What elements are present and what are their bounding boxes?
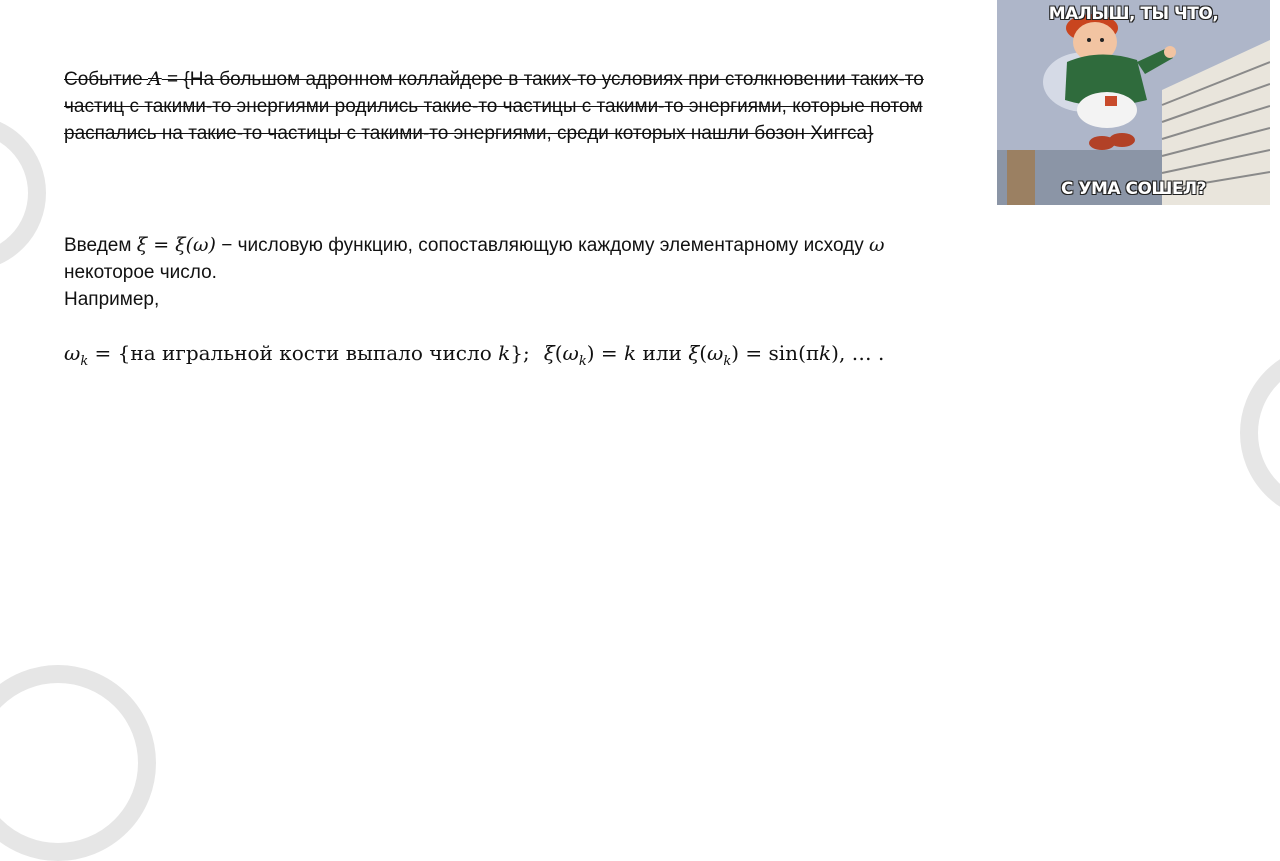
example-label: Например, xyxy=(64,289,160,310)
event-text: = {На большом адронном коллайдере в таких-то условиях при столкновении таких-то частиц с такими-то энергиями родились такие-то частицы с такими-то энергиями, которые потом распались на такие-то частицы с такими-то энергиями, среди которых нашли бозон Хиггса} xyxy=(64,69,924,144)
equals-1: ) = xyxy=(586,341,624,365)
meme-image xyxy=(997,0,1270,205)
paren-open-1: ( xyxy=(554,341,563,365)
omega-arg-2: ω xyxy=(707,341,724,365)
meme-illustration xyxy=(997,0,1270,205)
xi-symbol-1: ξ xyxy=(543,341,555,365)
dice-event-set: = {на игральной кости выпало число xyxy=(88,341,499,365)
sine-k: k xyxy=(819,341,832,365)
example-formula xyxy=(64,338,964,377)
omega-arg-1: ω xyxy=(562,341,579,365)
omega-subscript-3: k xyxy=(723,354,732,369)
decorative-ring-left xyxy=(0,115,46,271)
set-close: }; xyxy=(510,341,530,365)
omega-subscript-1: k xyxy=(80,354,89,369)
meme-caption-bottom: С УМА СОШЕЛ? xyxy=(1060,179,1207,199)
event-definition-struck xyxy=(64,66,964,147)
decorative-ring-right xyxy=(1240,345,1280,521)
omega-k-symbol: ω xyxy=(64,341,81,365)
meme-caption-top: МАЛЫШ, ТЫ ЧТО, xyxy=(1048,4,1219,24)
formula-ending: ), … . xyxy=(831,341,885,365)
intro-tail: некоторое число. xyxy=(64,262,217,283)
paren-open-2: ( xyxy=(699,341,708,365)
xi-symbol-2: ξ xyxy=(688,341,700,365)
omega-subscript-2: k xyxy=(578,354,587,369)
or-word: или xyxy=(636,341,689,365)
xi-definition: ξ = ξ(ω) xyxy=(136,234,216,256)
set-k: k xyxy=(498,341,511,365)
random-variable-intro xyxy=(64,232,964,313)
event-prefix: Событие xyxy=(64,69,148,90)
k-value: k xyxy=(624,341,637,365)
decorative-ring-bottom xyxy=(0,665,156,861)
event-variable: A xyxy=(148,68,162,90)
intro-lead: Введем xyxy=(64,235,137,256)
sine-expression: ) = sin(π xyxy=(731,341,820,365)
omega-symbol: ω xyxy=(869,234,885,256)
intro-description: − числовую функцию, сопоставляющую каждому элементарному исходу xyxy=(215,235,869,256)
